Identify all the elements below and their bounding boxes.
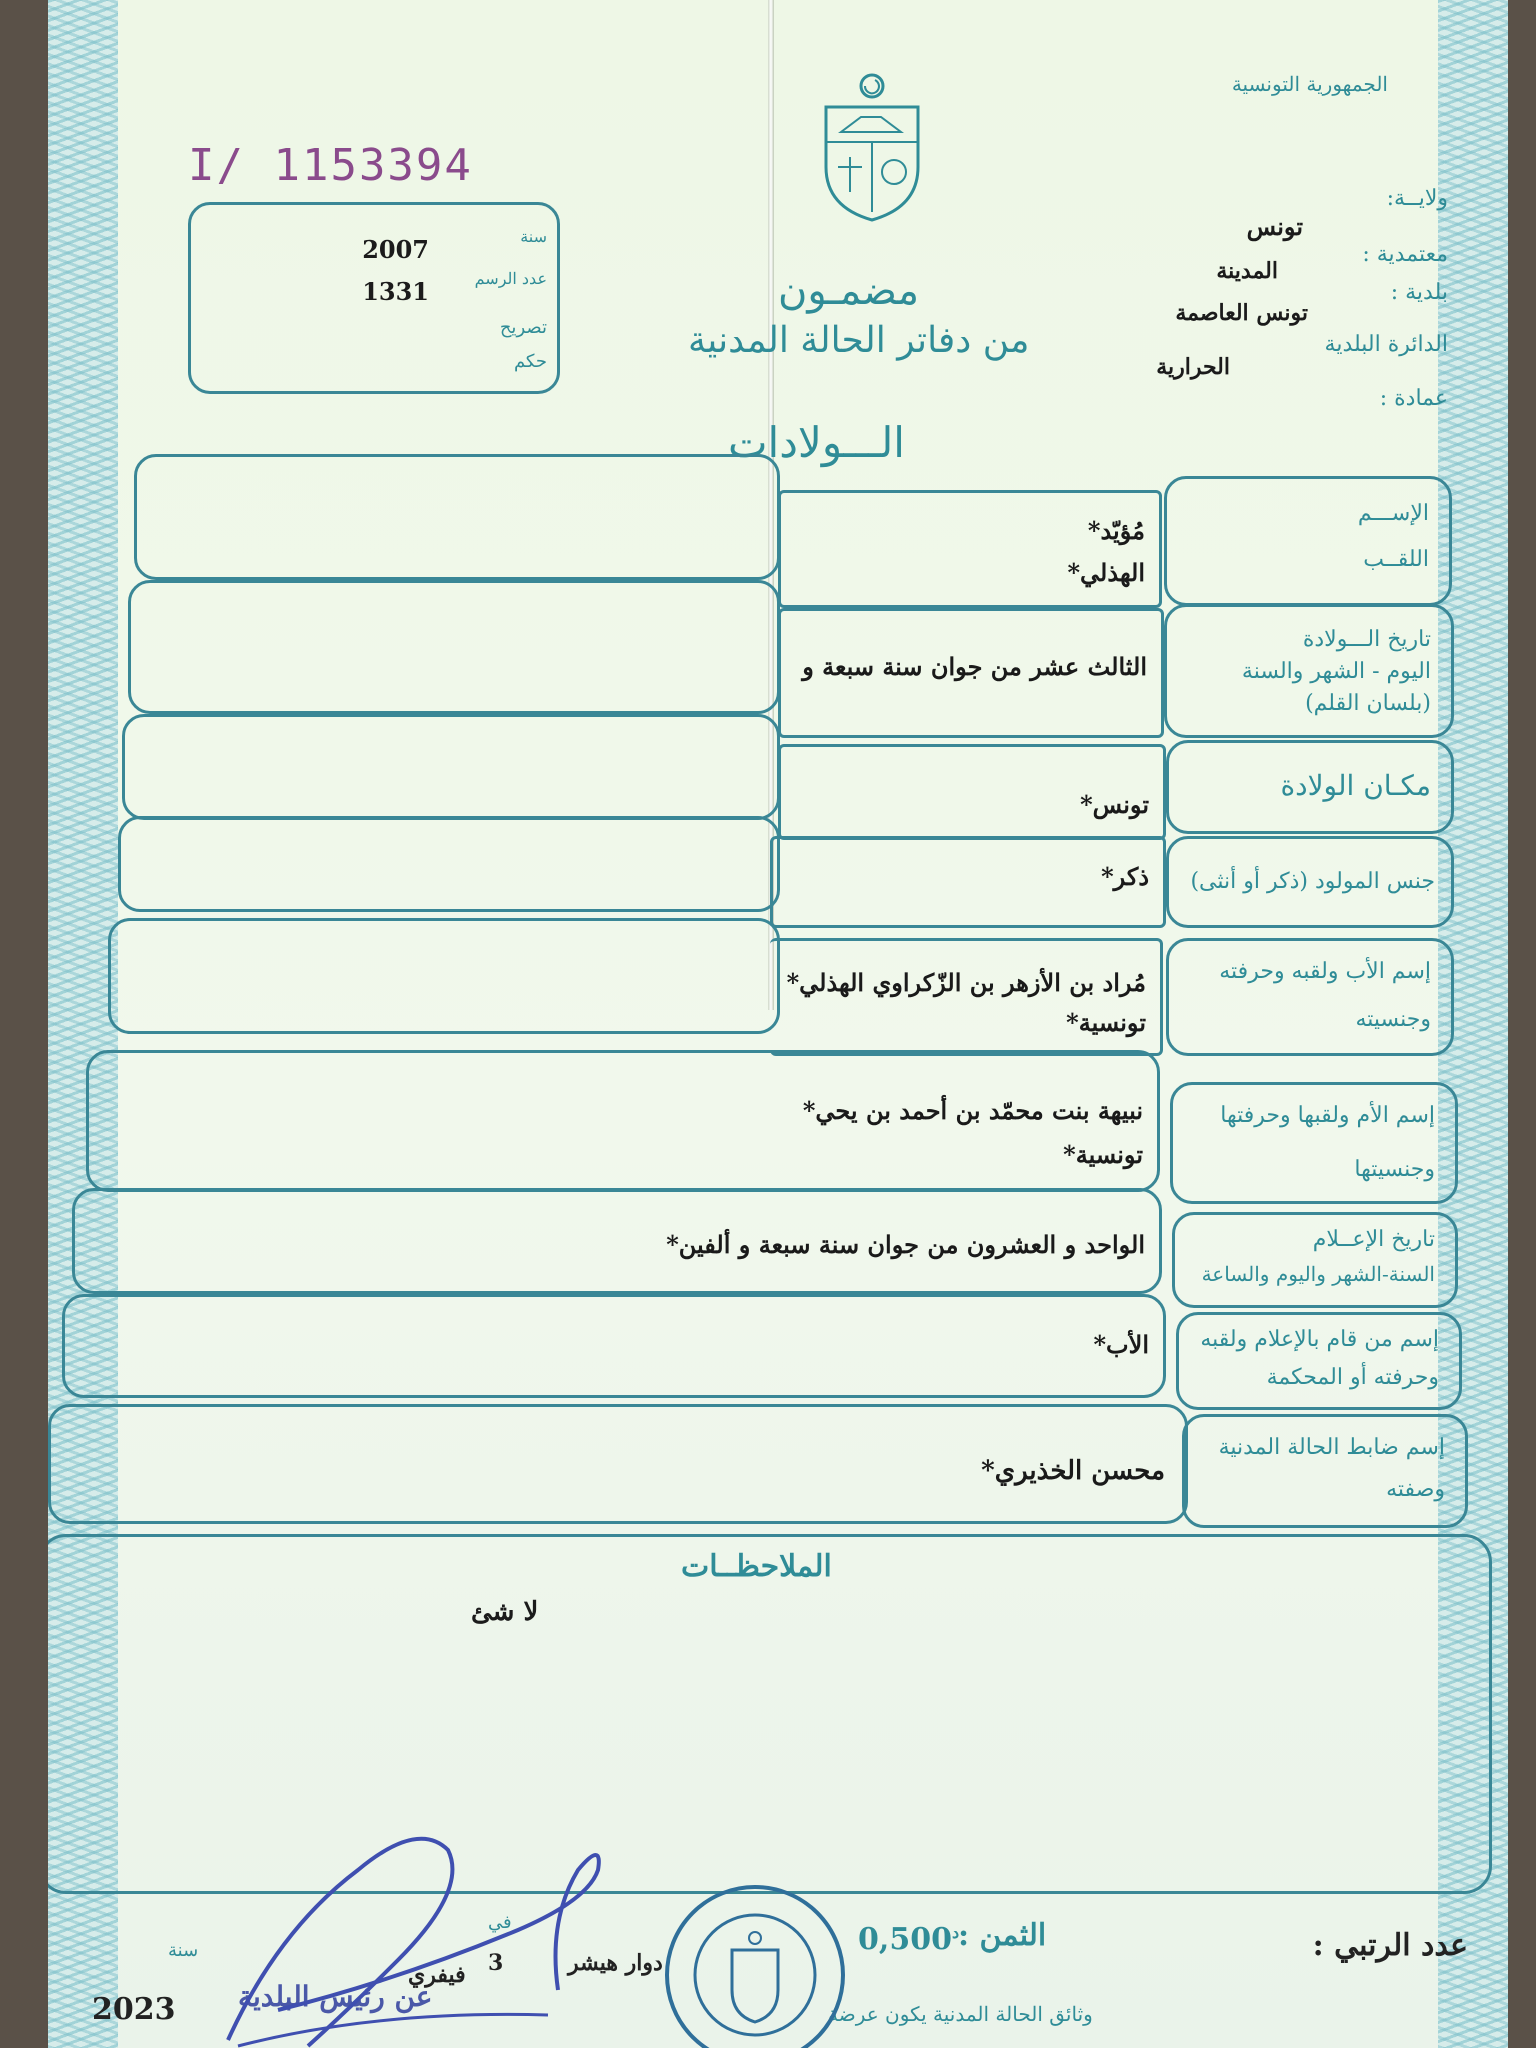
title-line1: مضمـون: [778, 268, 919, 314]
title-births: الـــولادات: [728, 418, 905, 467]
day-value: 3: [488, 1950, 504, 1976]
field-value-box: [72, 1188, 1162, 1294]
field-value-box: [778, 608, 1164, 738]
price-label: الثمن :: [958, 1918, 1047, 1953]
record-box: [188, 202, 560, 394]
field-label: مكـان الولادة: [1280, 769, 1431, 802]
field-label: اللقــب: [1363, 547, 1429, 572]
field-value-box: [778, 744, 1166, 840]
daira-value: الحرارية: [1156, 354, 1230, 380]
bottom-note: وثائق الحالة المدنية يكون عرضة: [828, 2002, 1093, 2026]
wilaya-label: ولايــة:: [1386, 186, 1448, 211]
field-label: وجنسيتها: [1354, 1157, 1435, 1182]
remarks-title: الملاحظــات: [681, 1549, 832, 1584]
price-value: [858, 1922, 959, 1957]
republic-name: الجمهورية التونسية: [1231, 72, 1388, 96]
field-label: إسم الأم ولقبها وحرفتها: [1220, 1103, 1435, 1128]
motamadia-label: معتمدية :: [1362, 242, 1448, 267]
field-label: تاريخ الإعــلام: [1312, 1227, 1435, 1252]
price-unit: د: [951, 1923, 960, 1942]
field-label: الإســـم: [1357, 501, 1429, 526]
tunisia-coat-of-arms-icon: [816, 72, 928, 222]
record-number-value: 1331: [362, 277, 429, 306]
field-value-box: [770, 836, 1166, 928]
birth-certificate: [48, 0, 1508, 2048]
month-value: فيفري: [408, 1962, 466, 1988]
price-amount: 0,500: [858, 1922, 952, 1957]
year-label: سنة: [168, 1940, 199, 1961]
declarant-value: الأب*: [1093, 1330, 1149, 1359]
field-label-box: [1164, 604, 1454, 738]
baladia-value: تونس العاصمة: [1175, 300, 1308, 326]
daira-label: الدائرة البلدية: [1324, 332, 1448, 357]
serial-label: عدد الرتبي :: [1312, 1928, 1468, 1963]
blank-box: [122, 714, 780, 820]
field-value-box: [778, 490, 1162, 608]
record-year-label: سنة: [520, 227, 547, 246]
title-line2: من دفاتر الحالة المدنية: [688, 320, 1030, 361]
field-label-box: [1166, 938, 1454, 1056]
surname-value: الهذلي*: [1067, 558, 1145, 587]
baladia-label: بلدية :: [1390, 280, 1448, 305]
field-label-box: [1170, 1082, 1458, 1204]
place-value: دوار هيشر: [568, 1950, 663, 1976]
handwritten-signature-icon: [218, 1810, 638, 2048]
ministry-stamp-icon: [660, 1880, 850, 2048]
field-value-box: [770, 938, 1163, 1056]
declaration-date-value: الواحد و العشرون من جوان سنة سبعة و ألفين*: [666, 1230, 1145, 1259]
field-label: اليوم - الشهر والسنة: [1241, 659, 1431, 684]
omada-label: عمادة :: [1379, 386, 1448, 411]
sex-value: ذكر*: [1101, 862, 1149, 891]
field-label: إسم ضابط الحالة المدنية: [1218, 1435, 1445, 1460]
field-label: السنة-الشهر واليوم والساعة: [1201, 1262, 1435, 1286]
father-value: مُراد بن الأزهر بن الزّكراوي الهذلي*: [786, 968, 1146, 997]
serial-number: I/ 1153394: [188, 140, 473, 191]
field-label: جنس المولود (ذكر أو أنثى): [1190, 869, 1435, 894]
mother-nationality-value: تونسية*: [1063, 1140, 1143, 1169]
blank-box: [118, 816, 780, 912]
judgment-label: حكم: [513, 351, 547, 372]
field-label-box: [1176, 1312, 1462, 1410]
field-label-box: [1172, 1212, 1458, 1308]
record-year-value: 2007: [362, 235, 429, 264]
field-label-box: [1166, 740, 1454, 834]
field-label: تاريخ الـــولادة: [1302, 627, 1431, 652]
field-label: وحرفته أو المحكمة: [1266, 1365, 1439, 1390]
record-number-label: عدد الرسم: [474, 269, 547, 288]
declaration-label: تصريح: [499, 317, 547, 338]
blank-box: [108, 918, 780, 1034]
field-label-box: [1182, 1414, 1468, 1528]
birth-date-value: الثالث عشر من جوان سنة سبعة و: [802, 652, 1147, 681]
year-value: 2023: [92, 1992, 176, 2027]
given-name-value: مُؤيّد*: [1087, 516, 1145, 545]
field-label: (بلسان القلم): [1305, 691, 1431, 716]
blank-box: [134, 454, 780, 580]
field-label: إسم الأب ولقبه وحرفته: [1219, 959, 1431, 984]
officer-value: محسن الخذيري*: [981, 1456, 1165, 1486]
field-value-box: [86, 1050, 1160, 1192]
father-nationality-value: تونسية*: [1066, 1008, 1146, 1037]
signatory-label: عن رئيس البلدية: [238, 1980, 433, 2013]
motamadia-value: المدينة: [1216, 258, 1278, 284]
blank-box: [128, 580, 780, 714]
birth-place-value: تونس*: [1080, 790, 1149, 819]
field-label: وصفته: [1386, 1477, 1445, 1502]
field-value-box: [48, 1404, 1188, 1524]
wilaya-value: تونس: [1246, 212, 1303, 241]
field-label-box: [1164, 476, 1452, 606]
field-label: إسم من قام بالإعلام ولقبه: [1200, 1327, 1439, 1352]
remarks-value: لا شئ: [471, 1597, 539, 1627]
field-label-box: [1166, 836, 1454, 928]
field-value-box: [62, 1294, 1166, 1398]
in-label: في: [488, 1912, 512, 1933]
field-label: وجنسيته: [1355, 1007, 1431, 1032]
mother-value: نبيهة بنت محمّد بن أحمد بن يحي*: [802, 1096, 1143, 1125]
